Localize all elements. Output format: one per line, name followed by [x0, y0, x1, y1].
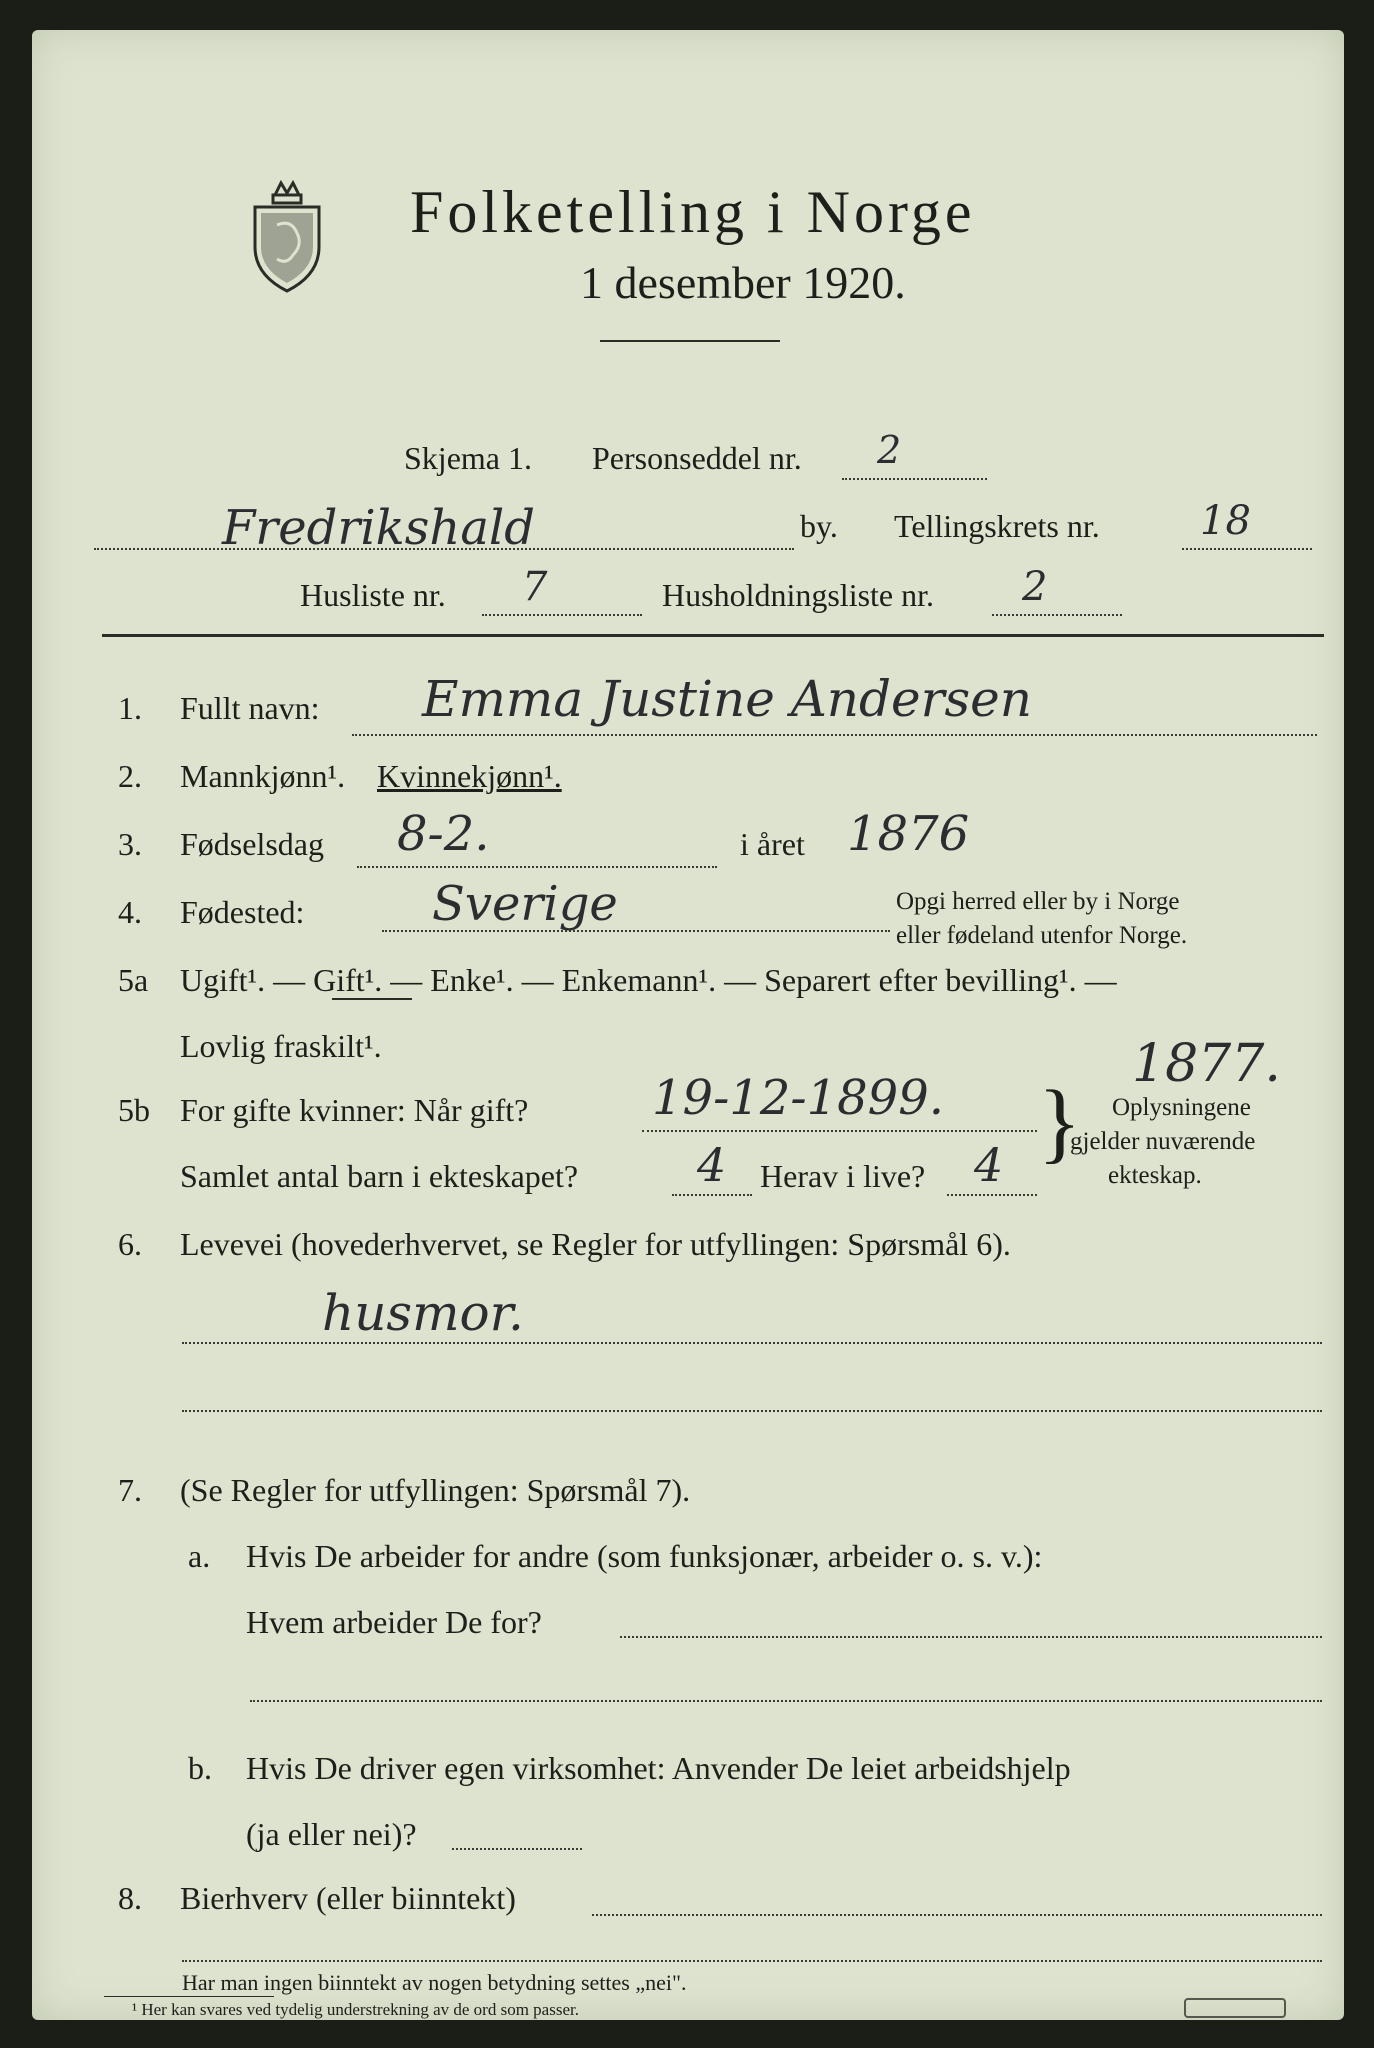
- gift-underline: [332, 998, 412, 1000]
- city-value: Fredrikshald: [222, 500, 536, 556]
- title-divider: [600, 340, 780, 342]
- husholdning-value: 2: [1022, 564, 1048, 610]
- q5b-brace: }: [1038, 1073, 1082, 1172]
- coat-of-arms-icon: [247, 175, 327, 295]
- footnote: ¹ Her kan svares ved tydelig understrekning av de ord som passer.: [132, 2000, 579, 2019]
- q7-number: 7.: [118, 1472, 142, 1508]
- skjema-label: Skjema 1.: [404, 440, 532, 476]
- q4-value: Sverige: [432, 876, 618, 932]
- q5b-number: 5b: [118, 1092, 150, 1128]
- q7b-line2: (ja eller nei)?: [246, 1816, 417, 1852]
- footnote-divider: [104, 1996, 274, 1997]
- q5a-number: 5a: [118, 962, 149, 998]
- printer-stamp: [1184, 1998, 1286, 2018]
- personseddel-value: 2: [877, 428, 902, 472]
- q8-number: 8.: [118, 1880, 142, 1916]
- q2-mann: Mannkjønn¹.: [180, 758, 346, 794]
- q7b-number: b.: [188, 1750, 212, 1786]
- q5b-label: For gifte kvinner: Når gift?: [180, 1092, 529, 1128]
- husliste-value: 7: [522, 564, 548, 610]
- q2-number: 2.: [118, 758, 142, 794]
- q5b-barn-label: Samlet antal barn i ekteskapet?: [180, 1158, 579, 1194]
- tellingskrets-value: 18: [1200, 498, 1251, 544]
- q5b-live-value: 4: [974, 1138, 1004, 1192]
- q2-kvinne: Kvinnekjønn¹.: [377, 758, 562, 794]
- q5b-note-line3: ekteskap.: [1108, 1162, 1202, 1189]
- husholdning-label: Husholdningsliste nr.: [662, 577, 935, 613]
- q6-number: 6.: [118, 1226, 142, 1262]
- q8-label: Bierhverv (eller biinntekt): [180, 1880, 516, 1916]
- personseddel-label: Personseddel nr.: [592, 440, 802, 476]
- q5b-barn-value: 4: [697, 1138, 727, 1192]
- form-title: Folketelling i Norge: [410, 179, 976, 245]
- q6-label: Levevei (hovederhvervet, se Regler for utfyllingen: Spørsmål 6).: [180, 1226, 1011, 1262]
- q5a-line2: Lovlig fraskilt¹.: [180, 1028, 382, 1064]
- q5b-live-label: Herav i live?: [760, 1158, 926, 1194]
- q3-label: Fødselsdag: [180, 826, 324, 862]
- q5b-note-line2: gjelder nuværende: [1070, 1128, 1256, 1155]
- q4-note-line2: eller fødeland utenfor Norge.: [896, 922, 1188, 949]
- q3-year-label: i året: [740, 826, 805, 862]
- tellingskrets-label: Tellingskrets nr.: [894, 508, 1100, 544]
- q3-year-value: 1876: [847, 806, 970, 862]
- q5b-note-line1: Oplysningene: [1112, 1094, 1251, 1121]
- form-date: 1 desember 1920.: [580, 257, 906, 308]
- by-label: by.: [800, 508, 838, 544]
- q5b-extra-value: 1877.: [1132, 1034, 1281, 1094]
- census-form: [32, 30, 1344, 2020]
- q7b-line1: Hvis De driver egen virksomhet: Anvender De leiet arbeidshjelp: [246, 1750, 1071, 1786]
- q4-label: Fødested:: [180, 894, 305, 930]
- q1-number: 1.: [118, 690, 142, 726]
- q1-value: Emma Justine Andersen: [422, 670, 1032, 728]
- q4-note-line1: Opgi herred eller by i Norge: [896, 888, 1180, 915]
- q1-label: Fullt navn:: [180, 690, 320, 726]
- q3-value: 8-2.: [397, 806, 490, 862]
- husliste-label: Husliste nr.: [300, 577, 446, 613]
- q7a-number: a.: [188, 1538, 211, 1574]
- header-divider: [102, 634, 1324, 637]
- q7a-line2: Hvem arbeider De for?: [246, 1604, 542, 1640]
- q7-label: (Se Regler for utfyllingen: Spørsmål 7).: [180, 1472, 691, 1508]
- q7a-line1: Hvis De arbeider for andre (som funksjonær, arbeider o. s. v.):: [246, 1538, 1043, 1574]
- q3-number: 3.: [118, 826, 142, 862]
- q5a-line1: Ugift¹. — Gift¹. — Enke¹. — Enkemann¹. — Separert efter bevilling¹. —: [180, 962, 1117, 998]
- q8-note: Har man ingen biinntekt av nogen betydning settes „nei".: [182, 1970, 687, 1995]
- q5b-married-value: 19-12-1899.: [652, 1070, 945, 1126]
- q6-value: husmor.: [322, 1284, 524, 1342]
- q4-number: 4.: [118, 894, 142, 930]
